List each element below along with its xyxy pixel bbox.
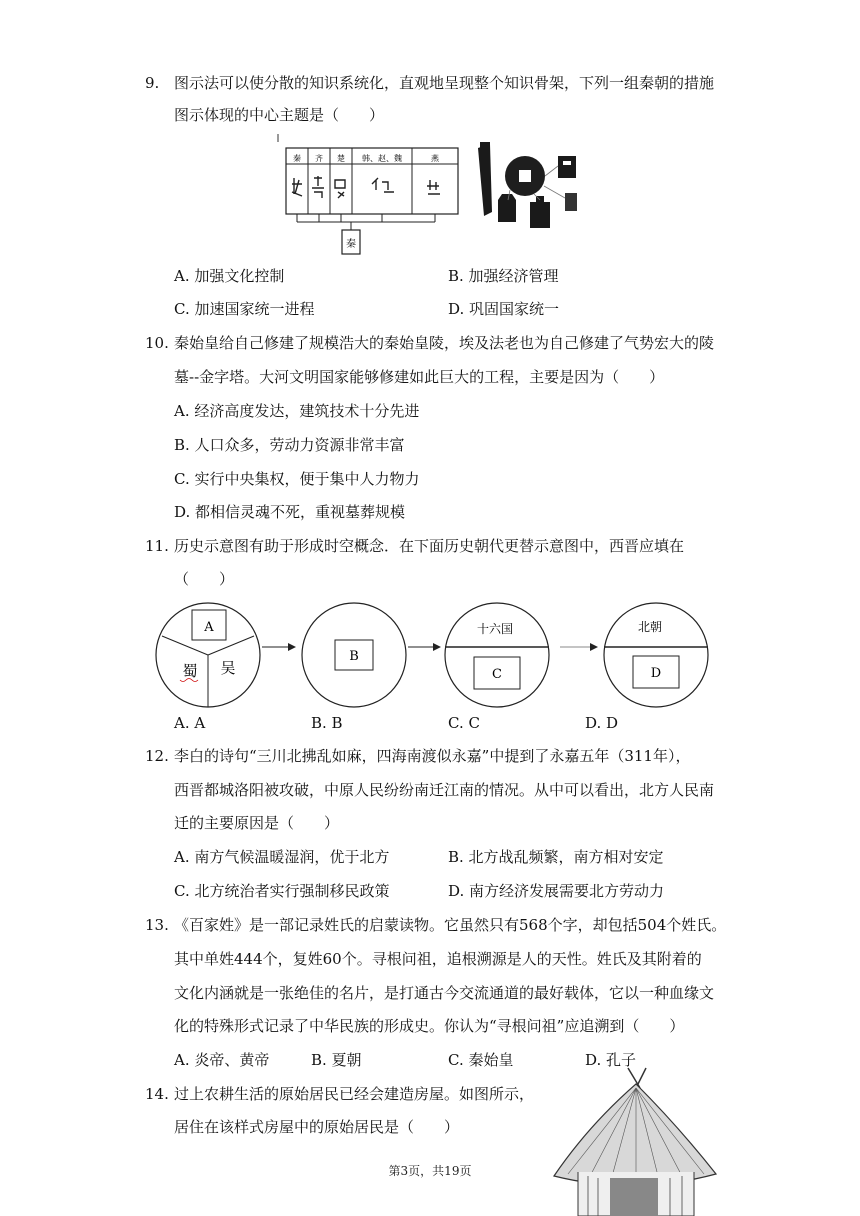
q13-number: 13. — [145, 916, 169, 934]
q14-number: 14. — [145, 1085, 169, 1103]
q13-stem-line4: 化的特殊形式记录了中华民族的形成史。你认为“寻根问祖”应追溯到（ ） — [174, 1017, 685, 1035]
q12-stem-line3: 迁的主要原因是（ ） — [174, 814, 340, 832]
q13-stem-line3: 文化内涵就是一张绝佳的名片，是打通古今交流通道的最好载体，它以一种血缘文 — [174, 984, 715, 1002]
q13-option-d[interactable]: D. 孔子 — [585, 1051, 637, 1069]
qin-measures-chart — [272, 134, 462, 258]
q12-option-c[interactable]: C. 北方统治者实行强制移民政策 — [174, 882, 390, 900]
q11-option-c[interactable]: C. C — [448, 714, 480, 732]
box-b-label: B — [349, 649, 359, 664]
q12-stem-line1: 李白的诗句“三川北拂乱如麻，四海南渡似永嘉”中提到了永嘉五年（311年）， — [174, 747, 691, 765]
q13-option-b[interactable]: B. 夏朝 — [311, 1051, 362, 1069]
q9-number: 9. — [145, 74, 160, 92]
label-wu: 吴 — [220, 659, 236, 677]
q12-stem-line2: 西晋都城洛阳被攻破，中原人民纷纷南迁江南的情况。从中可以看出，北方人民南 — [174, 781, 715, 799]
chart-header-1: 秦 — [293, 154, 301, 163]
q13-stem-line1: 《百家姓》是一部记录姓氏的启蒙读物。它虽然只有568个字，却包括504个姓氏。 — [174, 916, 727, 934]
q10-option-d[interactable]: D. 都相信灵魂不死，重视墓葬规模 — [174, 503, 406, 521]
q14-stem-line1: 过上农耕生活的原始居民已经会建造房屋。如图所示， — [174, 1085, 535, 1103]
q11-option-a[interactable]: A. A — [174, 714, 206, 732]
q11-option-b[interactable]: B. B — [311, 714, 343, 732]
chart-header-2: 齐 — [315, 154, 323, 163]
q13-stem-line2: 其中单姓444个，复姓60个。寻根问祖，追根溯源是人的天性。姓氏及其附着的 — [174, 950, 702, 968]
chart-center-label: 秦 — [346, 239, 356, 250]
page-footer: 第3页，共19页 — [388, 1164, 472, 1178]
chart-header-3: 楚 — [337, 154, 345, 163]
q10-option-c[interactable]: C. 实行中央集权，便于集中人力物力 — [174, 470, 420, 488]
q13-option-c[interactable]: C. 秦始皇 — [448, 1051, 514, 1069]
label-northern-dynasties: 北朝 — [637, 620, 663, 634]
q11-option-d[interactable]: D. D — [585, 714, 619, 732]
label-shu: 蜀 — [182, 662, 198, 680]
q9-stem-line2: 图示体现的中心主题是（ ） — [174, 106, 385, 124]
q9-option-b[interactable]: B. 加强经济管理 — [448, 267, 559, 285]
q10-option-a[interactable]: A. 经济高度发达，建筑技术十分先进 — [174, 402, 420, 420]
circle-c — [445, 603, 549, 707]
box-c-label: C — [492, 667, 502, 682]
circle-d — [604, 603, 708, 707]
q10-stem-line2: 墓--金字塔。大河文明国家能够修建如此巨大的工程，主要是因为（ ） — [174, 368, 665, 386]
q14-stem-line2: 居住在该样式房屋中的原始居民是（ ） — [174, 1118, 460, 1136]
q10-option-b[interactable]: B. 人口众多，劳动力资源非常丰富 — [174, 436, 405, 454]
q11-number: 11. — [145, 537, 169, 555]
qin-coins-illustration — [470, 138, 585, 256]
q12-option-a[interactable]: A. 南方气候温暖湿润，优于北方 — [174, 848, 390, 866]
q9-stem-line1: 图示法可以使分散的知识系统化，直观地呈现整个知识骨架，下列一组秦朝的措施 — [174, 74, 715, 92]
q12-option-b[interactable]: B. 北方战乱频繁，南方相对安定 — [448, 848, 664, 866]
q10-number: 10. — [145, 334, 169, 352]
q11-stem-line1: 历史示意图有助于形成时空概念．在下面历史朝代更替示意图中，西晋应填在 — [174, 537, 685, 555]
q10-stem-line1: 秦始皇给自己修建了规模浩大的秦始皇陵，埃及法老也为自己修建了气势宏大的陵 — [174, 334, 715, 352]
q11-stem-line2: （ ） — [174, 570, 235, 588]
label-sixteen-kingdoms: 十六国 — [476, 622, 514, 636]
primitive-hut-illustration — [548, 1066, 720, 1216]
q12-number: 12. — [145, 747, 169, 765]
chart-header-4: 韩、赵、魏 — [362, 154, 402, 163]
box-d-label: D — [650, 666, 662, 681]
q9-option-d[interactable]: D. 巩固国家统一 — [448, 300, 560, 318]
q9-option-a[interactable]: A. 加强文化控制 — [174, 267, 285, 285]
dynasty-succession-diagram — [150, 600, 720, 712]
box-a-label: A — [204, 620, 214, 635]
q13-option-a[interactable]: A. 炎帝、黄帝 — [174, 1051, 270, 1069]
chart-header-5: 燕 — [431, 154, 439, 163]
q12-option-d[interactable]: D. 南方经济发展需要北方劳动力 — [448, 882, 665, 900]
q9-option-c[interactable]: C. 加速国家统一进程 — [174, 300, 315, 318]
